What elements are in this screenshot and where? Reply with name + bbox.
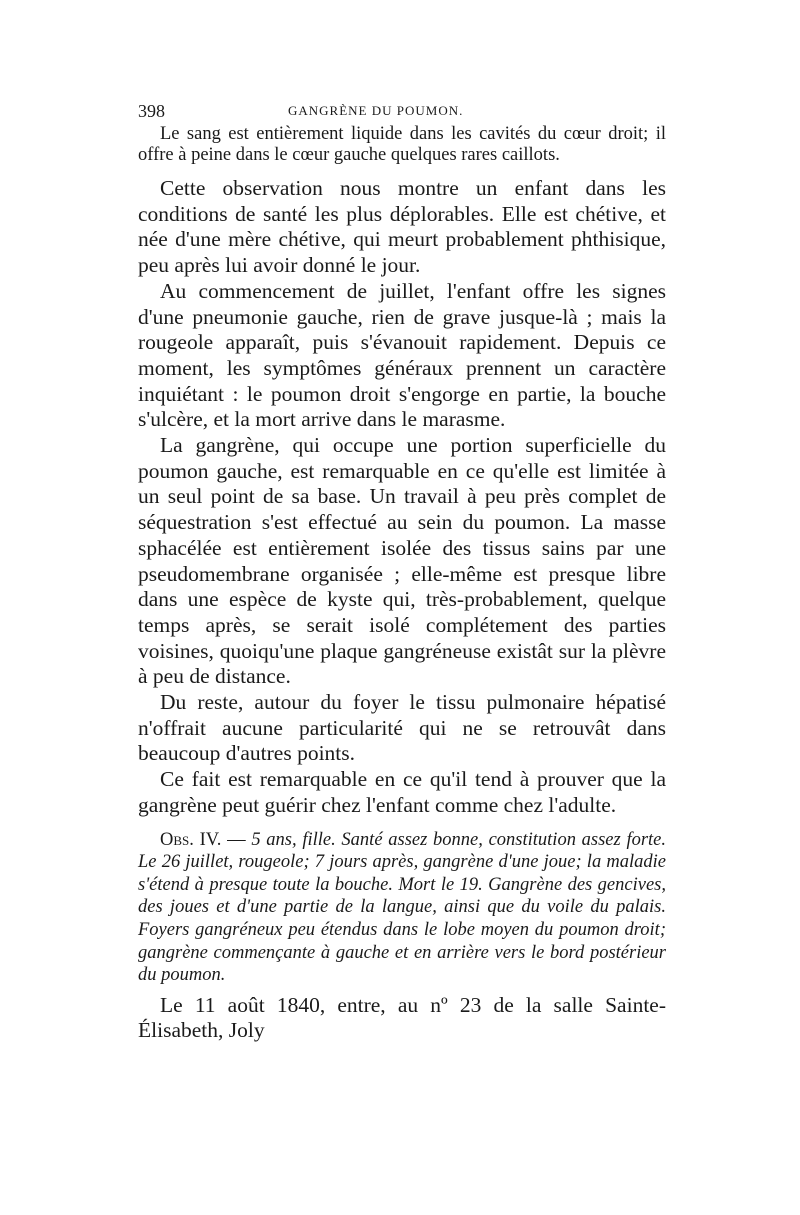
paragraph-observation-summary: Cette observation nous montre un enfant dans les conditions de santé les plus déplorables. Elle est chétive, et née d'une mère chétive, qui meurt probablement phthisique, peu après lui avoir donné le jour. [138,176,666,278]
paragraph-conclusion: Ce fait est remarquable en ce qu'il tend à prouver que la gangrène peut guérir chez l'enfant comme chez l'adulte. [138,767,666,817]
running-title: GANGRÈNE DU POUMON. [288,103,464,118]
closing-line: Le 11 août 1840, entre, au nº 23 de la salle Sainte-Élisabeth, Joly [138,992,666,1043]
observation-block [138,829,666,987]
observation-label: Obs. IV. [160,829,222,850]
observation-summary: 5 ans, fille. Santé assez bonne, constitution assez forte. Le 26 juillet, rougeole; 7 jours après, gangrène d'une joue; la maladie s'étend à presque toute la bouche. Mort le 19. Gangrène des gencives, des joues et d'une partie de la langue, ainsi que du voile du palais. Foyers gangréneux peu étendus dans le lobe moyen du poumon droit; gangrène commençante à gauche et en arrière vers le bord postérieur du poumon. [138,829,667,986]
observation-dash: — [221,829,252,850]
page-number: 398 [138,101,165,121]
paragraph-surrounding-tissue: Du reste, autour du foyer le tissu pulmonaire hépatisé n'offrait aucune particularité qui ne se retrouvât dans beaucoup d'autres points. [138,690,666,766]
page-header [138,98,666,124]
paragraph-blood: Le sang est entièrement liquide dans les cavités du cœur droit; il offre à peine dans le cœur gauche quelques rares caillots. [138,124,666,165]
paragraph-gangrene-location: La gangrène, qui occupe une portion superficielle du poumon gauche, est remarquable en ce qu'elle est limitée à un seul point de sa base. Un travail à peu près complet de séquestration s'est effectué au sein du poumon. La masse sphacélée est entièrement isolée des tissus sains par une pseudomembrane organisée ; elle-même est presque libre dans une espèce de kyste qui, très-probablement, quelque temps après, se serait isolé complétement des parties voisines, quoiqu'une plaque gangréneuse existât sur la plèvre à peu de distance. [138,433,666,689]
book-page [138,98,666,1044]
paragraph-july-onset: Au commencement de juillet, l'enfant offre les signes d'une pneumonie gauche, rien de grave jusque-là ; mais la rougeole apparaît, puis s'évanouit rapidement. Depuis ce moment, les symptômes généraux prennent un caractère inquiétant : le poumon droit s'engorge en partie, la bouche s'ulcère, et la mort arrive dans le marasme. [138,278,666,432]
